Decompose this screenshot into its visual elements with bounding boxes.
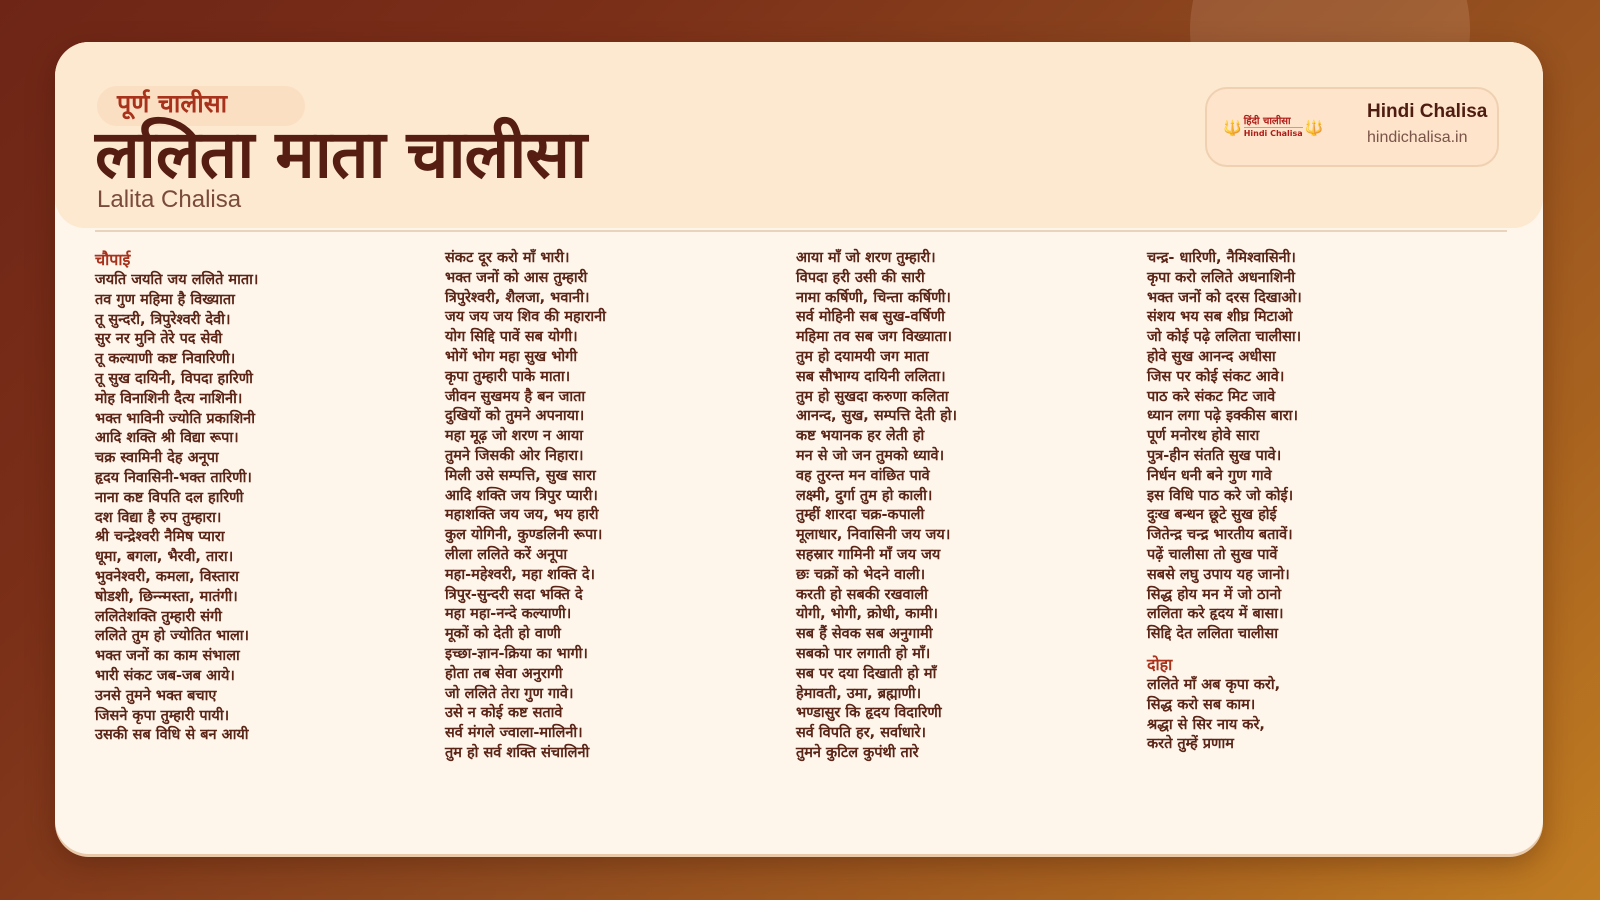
verse-line: उसकी सब विधि से बन आयी bbox=[95, 727, 249, 744]
verse-line: जो कोई पढ़े ललिता चालीसा। bbox=[1147, 329, 1302, 346]
verse-line: योग सिद्दि पावें सब योगी। bbox=[445, 329, 578, 346]
verse-line: मन से जो जन तुमको ध्यावे। bbox=[796, 447, 945, 464]
verse-line: कुल योगिनी, कुण्डलिनी रूपा। bbox=[445, 527, 603, 544]
verse-line: विपदा हरी उसी की सारी bbox=[796, 269, 925, 286]
verse-line: सब हैं सेवक सब अनुगामी bbox=[796, 626, 933, 643]
verse-line: पूर्ण मनोरथ होवे सारा bbox=[1147, 428, 1260, 445]
doha-line: करते तुम्हें प्रणाम bbox=[1147, 736, 1234, 753]
verse-line: भुवनेश्वरी, कमला, विस्तारा bbox=[95, 568, 239, 585]
logo-hindi-text: हिंदी चालीसा bbox=[1244, 117, 1303, 128]
doha-line: श्रद्धा से सिर नाय करे, bbox=[1147, 716, 1265, 733]
verse-line: संशय भय सब शीघ्र मिटाओ bbox=[1147, 309, 1293, 326]
verse-line: दुःख बन्धन छूटे सुख होई bbox=[1147, 507, 1277, 524]
verse-line: महाशक्ति जय जय, भय हारी bbox=[445, 507, 599, 524]
verse-line: महा-महेश्वरी, महा शक्ति दे। bbox=[445, 566, 596, 583]
verse-line: भक्त जनों का काम संभाला bbox=[95, 648, 240, 665]
verse-line: जिसने कृपा तुम्हारी पायी। bbox=[95, 707, 230, 724]
verse-line: महा महा-नन्दे कल्याणी। bbox=[445, 606, 572, 623]
verse-line: भारी संकट जब-जब आये। bbox=[95, 667, 235, 684]
verse-column-4 bbox=[1147, 249, 1477, 755]
verse-line: लीला ललिते करें अनूपा bbox=[445, 546, 568, 563]
verse-line: जय जय जय शिव की महारानी bbox=[445, 309, 606, 326]
verse-line: त्रिपुरेश्वरी, शैलजा, भवानी। bbox=[445, 289, 590, 306]
trishul-icon: 🔱 bbox=[1223, 119, 1242, 137]
verse-line: सब पर दया दिखाती हो माँ bbox=[796, 665, 937, 682]
verse-line: दुखियों को तुमने अपनाया। bbox=[445, 408, 585, 425]
verse-line: ललिते तुम हो ज्योतित भाला। bbox=[95, 628, 250, 645]
verse-line: जो ललिते तेरा गुण गावे। bbox=[445, 685, 574, 702]
verse-column-3 bbox=[796, 249, 1126, 764]
verse-line: तुम्हीं शारदा चक्र-कपाली bbox=[796, 507, 925, 524]
verse-line: तुमने जिसकी ओर निहारा। bbox=[445, 447, 584, 464]
verse-line: आनन्द, सुख, सम्पत्ति देती हो। bbox=[796, 408, 958, 425]
verse-line: कष्ट भयानक हर लेती हो bbox=[796, 428, 925, 445]
chalisa-card bbox=[55, 42, 1543, 854]
verse-line: तू कल्याणी कष्ट निवारिणी। bbox=[95, 351, 236, 368]
verse-line: तू सुख दायिनी, विपदा हारिणी bbox=[95, 370, 253, 387]
verse-line: भक्त जनों को आस तुम्हारी bbox=[445, 269, 588, 286]
category-badge-label: पूर्ण चालीसा bbox=[117, 89, 228, 118]
verse-line: सिद्दि देत ललिता चालीसा bbox=[1147, 626, 1278, 643]
verse-column-2 bbox=[445, 249, 775, 764]
verse-line: नामा कर्षिणी, चिन्ता कर्षिणी। bbox=[796, 289, 951, 306]
verse-line: महिमा तव सब जग विख्याता। bbox=[796, 329, 953, 346]
verse-line: सबसे लघु उपाय यह जानो। bbox=[1147, 566, 1290, 583]
verse-line: सब सौभाग्य दायिनी ललिता। bbox=[796, 368, 946, 385]
brand-logo bbox=[1223, 113, 1324, 143]
page-subtitle: Lalita Chalisa bbox=[97, 186, 242, 213]
verse-column-1 bbox=[95, 249, 425, 746]
verse-line: इस विधि पाठ करे जो कोई। bbox=[1147, 487, 1294, 504]
verse-line: सहस्रार गामिनी माँ जय जय bbox=[796, 546, 941, 563]
verse-line: होवे सुख आनन्द अधीसा bbox=[1147, 348, 1276, 365]
verse-line: छः चक्रों को भेदने वाली। bbox=[796, 566, 926, 583]
chaupai-heading: चौपाई bbox=[95, 250, 131, 269]
verse-line: मूलाधार, निवासिनी जय जय। bbox=[796, 527, 951, 544]
doha-line: सिद्ध करो सब काम। bbox=[1147, 696, 1256, 713]
doha-line: ललिते माँ अब कृपा करो, bbox=[1147, 676, 1281, 693]
doha-heading: दोहा bbox=[1147, 654, 1173, 674]
verse-line: षोडशी, छिन्न्मस्ता, मातंगी। bbox=[95, 588, 238, 605]
verse-line: भक्त भाविनी ज्योति प्रकाशिनी bbox=[95, 410, 255, 427]
verse-line: तू सुन्दरी, त्रिपुरेश्वरी देवी। bbox=[95, 311, 231, 328]
verse-line: सबको पार लगाती हो माँ। bbox=[796, 645, 931, 662]
verse-line: उनसे तुमने भक्त बचाए bbox=[95, 687, 217, 704]
header-divider bbox=[95, 230, 1507, 232]
verse-line: कृपा तुम्हारी पाके माता। bbox=[445, 368, 571, 385]
verse-line: त्रिपुर-सुन्दरी सदा भक्ति दे bbox=[445, 586, 583, 603]
verse-line: वह तुरन्त मन वांछित पावे bbox=[796, 467, 930, 484]
verse-line: तुम हो सुखदा करुणा कलिता bbox=[796, 388, 949, 405]
verse-line: पुत्र-हीन संतति सुख पावे। bbox=[1147, 447, 1282, 464]
verse-line: सर्व मोहिनी सब सुख-वर्षिणी bbox=[796, 309, 945, 326]
verse-lines bbox=[445, 249, 775, 764]
verse-line: हृदय निवासिनी-भक्त तारिणी। bbox=[95, 469, 252, 486]
verse-line: नाना कष्ट विपति दल हारिणी bbox=[95, 489, 244, 506]
verse-line: मोह विनाशिनी दैत्य नाशिनी। bbox=[95, 390, 243, 407]
verse-line: करती हो सबकी रखवाली bbox=[796, 586, 928, 603]
verse-line: तव गुण महिमा है विख्याता bbox=[95, 291, 235, 308]
brand-card[interactable] bbox=[1205, 87, 1499, 167]
verse-lines bbox=[796, 249, 1126, 764]
verse-line: तुम हो सर्व शक्ति संचालिनी bbox=[445, 744, 590, 761]
verse-line: ललितेशक्ति तुम्हारी संगी bbox=[95, 608, 222, 625]
verse-line: सिद्ध होय मन में जो ठानो bbox=[1147, 586, 1282, 603]
logo-english-text: Hindi Chalisa bbox=[1243, 129, 1303, 138]
verse-lines bbox=[95, 271, 425, 746]
verse-line: ध्यान लगा पढ़े इक्कीस बारा। bbox=[1147, 408, 1298, 425]
verse-line: आया माँ जो शरण तुम्हारी। bbox=[796, 250, 936, 266]
verse-line: चक्र स्वामिनी देह अनूपा bbox=[95, 450, 219, 467]
verse-line: होता तब सेवा अनुरागी bbox=[445, 665, 563, 682]
verse-line: तुमने कुटिल कुपंथी तारे bbox=[796, 744, 919, 761]
verse-line: सर्व विपति हर, सर्वाधारे। bbox=[796, 725, 926, 742]
verse-line: चन्द्र- धारिणी, नैमिश्वासिनी। bbox=[1147, 250, 1296, 266]
verse-line: सुर नर मुनि तेरे पद सेवी bbox=[95, 331, 223, 348]
verse-line: हेमावती, उमा, ब्रह्माणी। bbox=[796, 685, 922, 702]
verse-line: योगी, भोगी, क्रोधी, कामी। bbox=[796, 606, 938, 623]
verse-line: आदि शक्ति जय त्रिपुर प्यारी। bbox=[445, 487, 598, 504]
verse-line: दश विद्या है रुप तुम्हारा। bbox=[95, 509, 222, 526]
verse-line: तुम हो दयामयी जग माता bbox=[796, 348, 929, 365]
verse-line: जितेन्द्र चन्द्र भारतीय बतावें। bbox=[1147, 527, 1293, 544]
verse-line: उसे न कोई कष्ट सतावे bbox=[445, 705, 563, 722]
doha-lines bbox=[1147, 676, 1477, 755]
verse-line: संकट दूर करो माँ भारी। bbox=[445, 250, 570, 266]
verse-line: इच्छा-ज्ञान-क्रिया का भागी। bbox=[445, 645, 588, 662]
verse-line: जीवन सुखमय है बन जाता bbox=[445, 388, 586, 405]
page-title: ललिता माता चालीसा bbox=[95, 116, 587, 193]
verse-line: पाठ करे संकट मिट जावे bbox=[1147, 388, 1276, 405]
verse-line: कृपा करो ललिते अधनाशिनी bbox=[1147, 269, 1295, 286]
verse-line: श्री चन्द्रेश्वरी नैमिष प्यारा bbox=[95, 529, 225, 546]
verse-line: भक्त जनों को दरस दिखाओ। bbox=[1147, 289, 1302, 306]
verse-line: जयति जयति जय ललिते माता। bbox=[95, 272, 259, 288]
verse-line: ललिता करे हृदय में बासा। bbox=[1147, 606, 1284, 623]
verse-line: जिस पर कोई संकट आवे। bbox=[1147, 368, 1285, 385]
verse-line: आदि शक्ति श्री विद्या रूपा। bbox=[95, 430, 239, 447]
verse-line: लक्ष्मी, दुर्गा तुम हो काली। bbox=[796, 487, 933, 504]
verse-line: मिली उसे सम्पत्ति, सुख सारा bbox=[445, 467, 596, 484]
verse-line: भण्डासुर कि हृदय विदारिणी bbox=[796, 705, 942, 722]
verse-lines bbox=[1147, 249, 1477, 645]
trishul-icon: 🔱 bbox=[1304, 119, 1324, 137]
verse-line: भोगें भोग महा सुख भोगी bbox=[445, 348, 578, 365]
verse-line: धूमा, बगला, भैरवी, तारा। bbox=[95, 549, 234, 566]
verse-line: मूकों को देती हो वाणी bbox=[445, 626, 561, 643]
verse-line: निर्धन धनी बने गुण गावे bbox=[1147, 467, 1272, 484]
brand-url-link[interactable]: hindichalisa.in bbox=[1367, 129, 1468, 146]
verse-line: सर्व मंगले ज्वाला-मालिनी। bbox=[445, 725, 583, 742]
verse-line: पढ़ें चालीसा तो सुख पावें bbox=[1147, 546, 1278, 563]
verse-line: महा मूढ़ जो शरण न आया bbox=[445, 428, 584, 445]
brand-name: Hindi Chalisa bbox=[1367, 101, 1488, 122]
